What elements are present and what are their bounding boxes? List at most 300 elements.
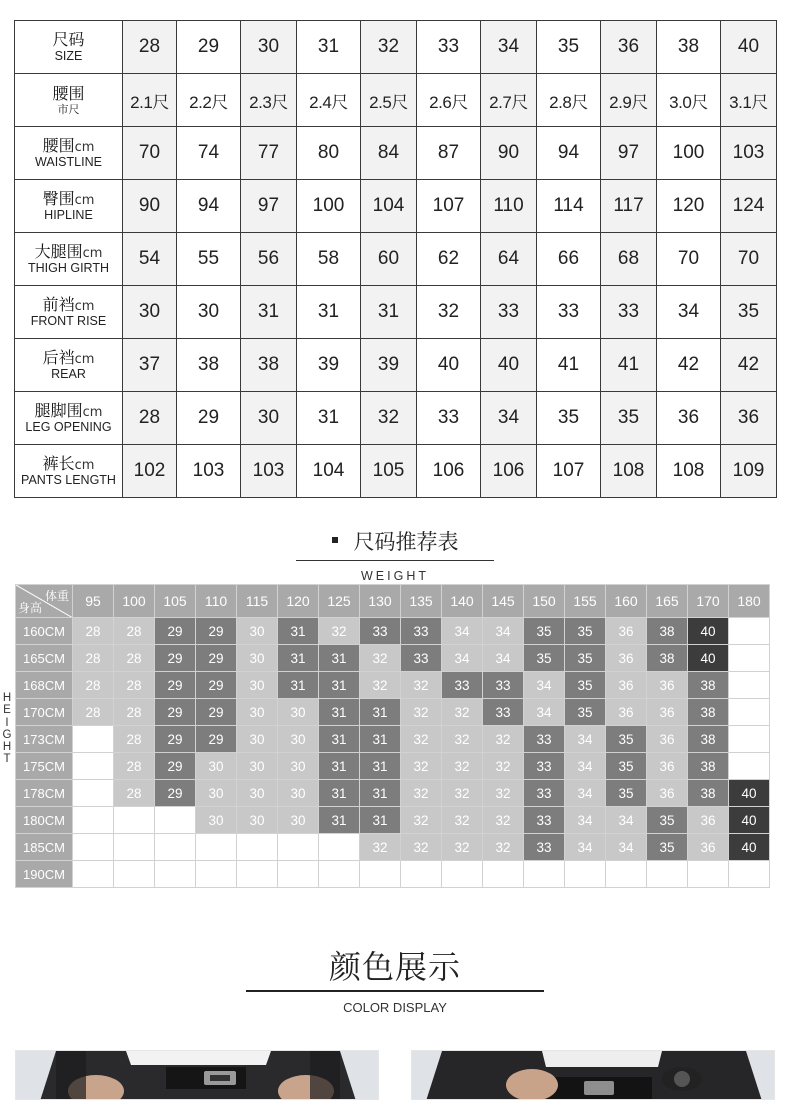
- recommend-size-cell: 32: [442, 807, 483, 834]
- recommend-size-cell: 32: [401, 726, 442, 753]
- recommend-size-cell: 31: [360, 807, 401, 834]
- weight-header-cell: 180: [729, 585, 770, 618]
- recommend-size-cell: 28: [73, 618, 114, 645]
- weight-header-cell: 130: [360, 585, 401, 618]
- recommend-size-cell: [606, 861, 647, 888]
- recommend-size-cell: 28: [114, 753, 155, 780]
- weight-header-cell: 160: [606, 585, 647, 618]
- size-cell: 38: [177, 339, 241, 392]
- recommend-size-cell: 30: [278, 780, 319, 807]
- recommend-size-cell: 31: [319, 699, 360, 726]
- size-cell: 107: [537, 445, 601, 498]
- recommend-size-cell: 38: [688, 780, 729, 807]
- recommend-size-cell: 28: [114, 672, 155, 699]
- size-cell: 36: [601, 21, 657, 74]
- recommend-size-cell: 34: [483, 645, 524, 672]
- size-cell: 35: [537, 21, 601, 74]
- size-cell: 106: [481, 445, 537, 498]
- recommend-size-cell: [729, 726, 770, 753]
- recommend-size-cell: [483, 861, 524, 888]
- size-cell: 34: [657, 286, 721, 339]
- recommend-size-cell: 29: [155, 726, 196, 753]
- size-cell: 33: [417, 392, 481, 445]
- recommend-size-cell: 28: [73, 672, 114, 699]
- size-cell: 3.1尺: [721, 74, 777, 127]
- recommend-size-cell: [155, 807, 196, 834]
- size-cell: 100: [657, 127, 721, 180]
- recommend-size-cell: 31: [360, 699, 401, 726]
- size-cell: 38: [241, 339, 297, 392]
- recommend-size-cell: 30: [237, 645, 278, 672]
- height-row: [16, 726, 770, 753]
- recommend-size-cell: 34: [483, 618, 524, 645]
- recommend-size-cell: [278, 861, 319, 888]
- recommend-size-cell: [73, 753, 114, 780]
- recommend-size-cell: 32: [360, 834, 401, 861]
- size-cell: 108: [657, 445, 721, 498]
- size-row-header: [15, 445, 123, 498]
- size-row: [15, 286, 777, 339]
- recommend-size-cell: 29: [155, 699, 196, 726]
- recommend-size-cell: 29: [155, 753, 196, 780]
- size-cell: 117: [601, 180, 657, 233]
- recommend-size-cell: [73, 726, 114, 753]
- recommend-size-cell: 32: [442, 780, 483, 807]
- recommend-size-cell: 30: [278, 726, 319, 753]
- height-header-cell: 180CM: [16, 807, 73, 834]
- size-cell: 30: [241, 392, 297, 445]
- size-cell: 30: [177, 286, 241, 339]
- recommend-size-cell: 30: [237, 807, 278, 834]
- height-axis-label: [0, 692, 14, 766]
- size-cell: 31: [297, 286, 361, 339]
- row-header-zh: 前裆cm: [42, 294, 95, 314]
- row-header-en: FRONT RISE: [30, 313, 107, 328]
- recommend-size-cell: 28: [114, 780, 155, 807]
- size-cell: 103: [721, 127, 777, 180]
- recommend-size-cell: 40: [729, 780, 770, 807]
- recommend-size-cell: 32: [483, 834, 524, 861]
- recommend-size-cell: 32: [401, 780, 442, 807]
- recommend-size-cell: 31: [319, 726, 360, 753]
- size-row-header: [15, 339, 123, 392]
- size-row: [15, 127, 777, 180]
- recommend-size-cell: 32: [360, 672, 401, 699]
- recommend-size-cell: 30: [278, 753, 319, 780]
- size-cell: 107: [417, 180, 481, 233]
- row-header-zh: 裤长cm: [42, 453, 95, 473]
- size-cell: 120: [657, 180, 721, 233]
- size-row: [15, 21, 777, 74]
- size-cell: 56: [241, 233, 297, 286]
- height-row: [16, 780, 770, 807]
- size-row: [15, 392, 777, 445]
- height-header-cell: 185CM: [16, 834, 73, 861]
- recommend-size-cell: 36: [688, 834, 729, 861]
- weight-header-cell: 145: [483, 585, 524, 618]
- recommend-size-cell: [73, 834, 114, 861]
- size-cell: 84: [361, 127, 417, 180]
- row-header-zh: 尺码: [52, 29, 85, 49]
- recommend-size-cell: 28: [114, 618, 155, 645]
- recommend-size-cell: 29: [196, 672, 237, 699]
- row-header-zh: 大腿围cm: [34, 241, 103, 261]
- bullet-icon: [332, 537, 338, 543]
- recommend-size-cell: [729, 861, 770, 888]
- recommend-size-cell: 34: [565, 780, 606, 807]
- recommend-size-cell: [73, 807, 114, 834]
- recommend-size-cell: 32: [483, 807, 524, 834]
- recommend-size-cell: 29: [155, 645, 196, 672]
- size-cell: 33: [417, 21, 481, 74]
- recommend-size-cell: 33: [360, 618, 401, 645]
- recommend-size-cell: 30: [237, 618, 278, 645]
- size-cell: 30: [241, 21, 297, 74]
- recommend-size-cell: 32: [360, 645, 401, 672]
- recommend-size-cell: 33: [524, 726, 565, 753]
- product-photo-black[interactable]: [15, 1050, 379, 1100]
- size-cell: 31: [297, 21, 361, 74]
- recommend-size-cell: 32: [483, 753, 524, 780]
- recommend-size-cell: 35: [606, 726, 647, 753]
- recommend-size-cell: 35: [565, 672, 606, 699]
- recommend-size-cell: 33: [442, 672, 483, 699]
- recommend-size-cell: 31: [319, 645, 360, 672]
- recommend-size-cell: 38: [647, 645, 688, 672]
- height-row: [16, 807, 770, 834]
- recommend-size-cell: 33: [401, 645, 442, 672]
- recommend-size-cell: 36: [606, 645, 647, 672]
- weight-header-cell: 150: [524, 585, 565, 618]
- recommend-size-cell: 34: [442, 645, 483, 672]
- recommend-size-cell: 35: [524, 618, 565, 645]
- height-header-cell: 160CM: [16, 618, 73, 645]
- color-title-underline: [246, 990, 544, 992]
- recommend-size-cell: [155, 834, 196, 861]
- recommend-size-cell: [319, 861, 360, 888]
- weight-header-cell: 135: [401, 585, 442, 618]
- height-header-cell: 173CM: [16, 726, 73, 753]
- recommend-size-cell: [729, 699, 770, 726]
- corner-height-label: 身高: [18, 601, 43, 615]
- model-photo-image: [412, 1051, 775, 1100]
- recommend-size-cell: 34: [565, 726, 606, 753]
- recommend-size-cell: 32: [442, 753, 483, 780]
- recommend-size-cell: 30: [196, 807, 237, 834]
- recommend-size-cell: 38: [688, 699, 729, 726]
- recommend-size-cell: [729, 672, 770, 699]
- recommend-size-cell: 38: [688, 726, 729, 753]
- recommend-size-cell: 34: [524, 672, 565, 699]
- weight-header-row: [16, 585, 770, 618]
- size-cell: 60: [361, 233, 417, 286]
- recommend-size-cell: 35: [524, 645, 565, 672]
- size-cell: 30: [123, 286, 177, 339]
- height-letter: T: [3, 753, 11, 766]
- recommend-size-cell: 40: [729, 834, 770, 861]
- row-header-en: WAISTLINE: [35, 154, 102, 169]
- recommend-size-cell: [114, 834, 155, 861]
- size-cell: 58: [297, 233, 361, 286]
- size-cell: 36: [721, 392, 777, 445]
- height-header-cell: 168CM: [16, 672, 73, 699]
- row-header-zh: 臀围cm: [42, 188, 95, 208]
- recommend-size-cell: 34: [606, 807, 647, 834]
- size-cell: 33: [601, 286, 657, 339]
- height-header-cell: 170CM: [16, 699, 73, 726]
- recommend-size-cell: 33: [524, 834, 565, 861]
- recommend-size-cell: 32: [401, 672, 442, 699]
- row-header-en: LEG OPENING: [25, 419, 112, 434]
- recommend-size-cell: 30: [237, 672, 278, 699]
- recommend-size-cell: 34: [565, 753, 606, 780]
- recommend-size-cell: [114, 861, 155, 888]
- size-row-header: [15, 127, 123, 180]
- size-row: [15, 74, 777, 127]
- recommend-size-cell: [688, 861, 729, 888]
- size-row-header: [15, 180, 123, 233]
- recommend-size-cell: 29: [155, 672, 196, 699]
- size-cell: 42: [721, 339, 777, 392]
- recommend-size-cell: 30: [237, 726, 278, 753]
- size-cell: 2.6尺: [417, 74, 481, 127]
- size-cell: 103: [241, 445, 297, 498]
- row-header-unit: cm: [74, 298, 95, 314]
- height-letter: G: [2, 728, 12, 741]
- size-cell: 35: [601, 392, 657, 445]
- size-cell: 87: [417, 127, 481, 180]
- height-row: [16, 699, 770, 726]
- row-header-en: SIZE: [54, 48, 83, 63]
- recommend-size-cell: 28: [114, 645, 155, 672]
- size-cell: 108: [601, 445, 657, 498]
- row-header-en: HIPLINE: [44, 207, 93, 222]
- weight-header-cell: 100: [114, 585, 155, 618]
- grid-corner: [16, 585, 73, 618]
- size-row-header: [15, 286, 123, 339]
- color-display-title: 颜色展示: [328, 948, 461, 986]
- size-cell: 90: [123, 180, 177, 233]
- recommend-size-cell: [360, 861, 401, 888]
- size-cell: 32: [361, 21, 417, 74]
- recommend-size-cell: 30: [196, 780, 237, 807]
- size-cell: 106: [417, 445, 481, 498]
- size-cell: 32: [417, 286, 481, 339]
- recommend-size-cell: 30: [278, 807, 319, 834]
- recommend-size-cell: 32: [442, 699, 483, 726]
- recommend-size-cell: [442, 861, 483, 888]
- size-cell: 34: [481, 21, 537, 74]
- recommend-size-cell: 30: [237, 780, 278, 807]
- weight-header-cell: 115: [237, 585, 278, 618]
- recommend-size-cell: 34: [442, 618, 483, 645]
- recommend-size-cell: [647, 861, 688, 888]
- size-row: [15, 339, 777, 392]
- size-cell: 104: [297, 445, 361, 498]
- size-cell: 28: [123, 21, 177, 74]
- size-cell: 54: [123, 233, 177, 286]
- recommend-size-cell: 36: [688, 807, 729, 834]
- recommend-size-cell: 32: [319, 618, 360, 645]
- row-header-unit: cm: [82, 404, 103, 420]
- size-cell: 94: [537, 127, 601, 180]
- height-header-cell: 178CM: [16, 780, 73, 807]
- recommend-size-cell: 31: [360, 726, 401, 753]
- size-cell: 97: [241, 180, 297, 233]
- recommend-size-cell: 34: [606, 834, 647, 861]
- weight-header-cell: 125: [319, 585, 360, 618]
- recommend-size-cell: 30: [196, 753, 237, 780]
- recommend-size-cell: 38: [688, 753, 729, 780]
- recommend-size-cell: 31: [278, 672, 319, 699]
- recommend-size-cell: 35: [647, 834, 688, 861]
- recommend-size-cell: 31: [360, 753, 401, 780]
- row-header-zh: 腿脚围cm: [34, 400, 103, 420]
- row-header-unit: cm: [74, 457, 95, 473]
- recommend-size-cell: 29: [155, 780, 196, 807]
- recommend-size-cell: 33: [483, 672, 524, 699]
- corner-weight-label: 体重: [44, 589, 69, 603]
- recommend-size-cell: 28: [73, 645, 114, 672]
- recommend-size-cell: [196, 834, 237, 861]
- height-row: [16, 834, 770, 861]
- recommend-size-cell: 36: [606, 672, 647, 699]
- height-header-cell: 165CM: [16, 645, 73, 672]
- recommend-size-cell: 36: [606, 699, 647, 726]
- size-cell: 31: [297, 392, 361, 445]
- recommend-size-cell: 32: [401, 807, 442, 834]
- height-letter: E: [3, 704, 11, 717]
- size-cell: 124: [721, 180, 777, 233]
- row-header-en: REAR: [51, 366, 86, 381]
- size-cell: 2.3尺: [241, 74, 297, 127]
- recommend-size-cell: [196, 861, 237, 888]
- weight-axis-label: WEIGHT: [361, 569, 429, 583]
- size-recommend-grid: [15, 584, 770, 888]
- size-cell: 39: [297, 339, 361, 392]
- height-header-cell: 175CM: [16, 753, 73, 780]
- title-underline: [296, 560, 494, 561]
- row-header-zh: 腰围cm: [42, 135, 95, 155]
- recommend-size-cell: 35: [606, 753, 647, 780]
- size-row: [15, 445, 777, 498]
- recommend-size-cell: 30: [278, 699, 319, 726]
- size-cell: 39: [361, 339, 417, 392]
- size-cell: 41: [601, 339, 657, 392]
- size-cell: 105: [361, 445, 417, 498]
- size-cell: 94: [177, 180, 241, 233]
- recommend-size-cell: 28: [73, 699, 114, 726]
- size-cell: 97: [601, 127, 657, 180]
- weight-header-cell: 105: [155, 585, 196, 618]
- recommend-size-cell: 29: [196, 726, 237, 753]
- size-cell: 80: [297, 127, 361, 180]
- size-cell: 74: [177, 127, 241, 180]
- recommend-size-cell: 38: [688, 672, 729, 699]
- height-header-cell: 190CM: [16, 861, 73, 888]
- size-cell: 55: [177, 233, 241, 286]
- recommend-size-cell: 32: [483, 780, 524, 807]
- row-header-unit: cm: [74, 351, 95, 367]
- row-header-en: 市尺: [57, 102, 80, 116]
- product-photo-black-alt[interactable]: [411, 1050, 775, 1100]
- recommend-size-cell: [565, 861, 606, 888]
- recommend-size-cell: 33: [401, 618, 442, 645]
- row-header-unit: cm: [74, 192, 95, 208]
- recommend-size-cell: 31: [278, 645, 319, 672]
- size-chart-table: [14, 20, 777, 498]
- height-row: [16, 672, 770, 699]
- recommend-size-cell: 36: [647, 726, 688, 753]
- recommend-size-cell: 32: [401, 699, 442, 726]
- recommend-size-cell: 38: [647, 618, 688, 645]
- size-cell: 33: [537, 286, 601, 339]
- recommend-size-cell: 29: [196, 645, 237, 672]
- weight-header-cell: 120: [278, 585, 319, 618]
- size-cell: 31: [241, 286, 297, 339]
- recommend-size-cell: 40: [729, 807, 770, 834]
- recommend-size-cell: 33: [524, 807, 565, 834]
- recommend-size-cell: 35: [647, 807, 688, 834]
- size-cell: 70: [721, 233, 777, 286]
- size-row: [15, 233, 777, 286]
- recommend-size-cell: 32: [442, 834, 483, 861]
- row-header-zh: 腰围: [52, 83, 85, 103]
- height-row: [16, 618, 770, 645]
- recommend-size-cell: 31: [319, 672, 360, 699]
- size-cell: 41: [537, 339, 601, 392]
- recommend-size-cell: 33: [483, 699, 524, 726]
- recommend-size-cell: 35: [606, 780, 647, 807]
- recommend-size-cell: 33: [524, 753, 565, 780]
- recommend-size-cell: 36: [606, 618, 647, 645]
- recommend-size-cell: [73, 780, 114, 807]
- height-row: [16, 645, 770, 672]
- size-row-header: [15, 74, 123, 127]
- recommend-size-cell: [237, 861, 278, 888]
- size-cell: 103: [177, 445, 241, 498]
- weight-header-cell: 170: [688, 585, 729, 618]
- weight-header-cell: 95: [73, 585, 114, 618]
- size-cell: 33: [481, 286, 537, 339]
- height-row: [16, 861, 770, 888]
- recommend-size-cell: 35: [565, 645, 606, 672]
- size-cell: 31: [361, 286, 417, 339]
- size-cell: 2.4尺: [297, 74, 361, 127]
- recommend-size-cell: 32: [401, 834, 442, 861]
- recommend-size-cell: [729, 753, 770, 780]
- size-cell: 66: [537, 233, 601, 286]
- size-cell: 70: [123, 127, 177, 180]
- recommend-size-cell: [114, 807, 155, 834]
- recommend-size-cell: [319, 834, 360, 861]
- size-cell: 2.7尺: [481, 74, 537, 127]
- height-letter: H: [2, 692, 12, 704]
- recommend-size-cell: [155, 861, 196, 888]
- recommend-size-cell: [278, 834, 319, 861]
- recommend-size-cell: 32: [401, 753, 442, 780]
- recommend-size-cell: 36: [647, 672, 688, 699]
- size-row: [15, 180, 777, 233]
- size-cell: 35: [537, 392, 601, 445]
- size-cell: 90: [481, 127, 537, 180]
- weight-header-cell: 155: [565, 585, 606, 618]
- row-header-unit: cm: [82, 245, 103, 261]
- size-cell: 64: [481, 233, 537, 286]
- size-cell: 40: [417, 339, 481, 392]
- recommend-size-cell: 30: [237, 753, 278, 780]
- height-letter: H: [2, 741, 12, 754]
